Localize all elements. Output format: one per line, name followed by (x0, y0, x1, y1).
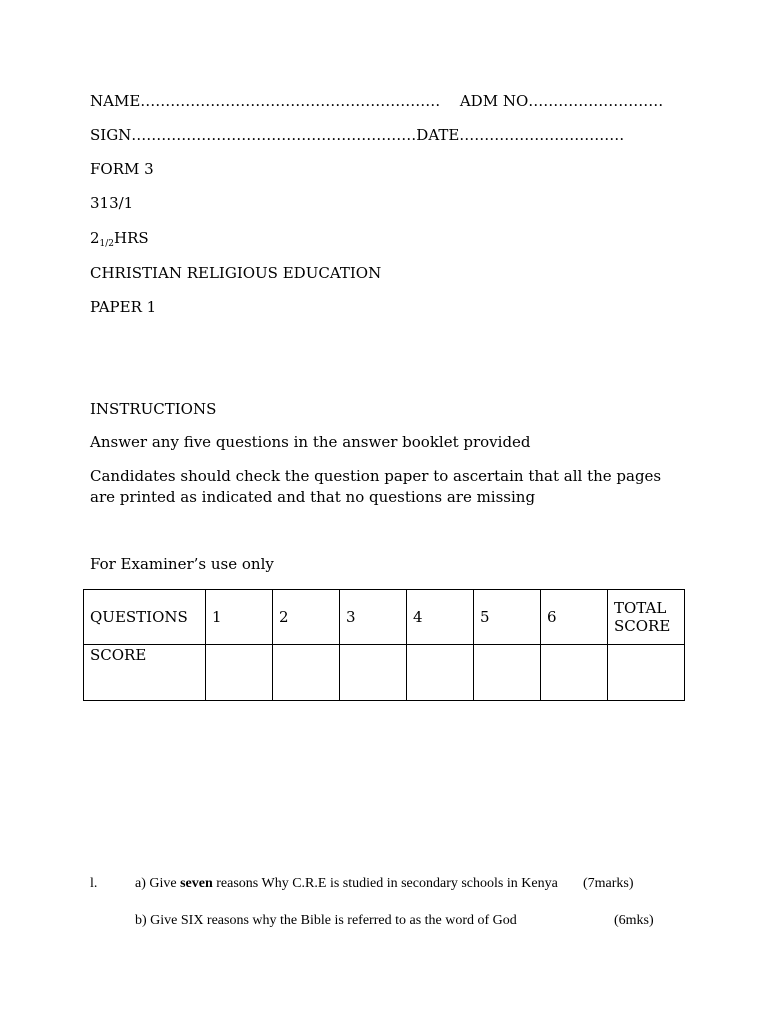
question-text: b) Give SIX reasons why the Bible is referred to as the word of God (135, 913, 517, 928)
question-number-cell: 6 (541, 590, 608, 645)
score-cell[interactable] (206, 645, 273, 701)
paper-code: 313/1 (90, 194, 134, 212)
instruction-item: Candidates should check the question paper to ascertain that all the pages are printed as indicated and that no questions are missing (90, 467, 662, 506)
score-cell[interactable] (407, 645, 474, 701)
score-cell[interactable] (541, 645, 608, 701)
question-emphasis: seven (180, 876, 213, 891)
candidate-name-line (90, 92, 663, 110)
duration-main: 2 (90, 229, 100, 247)
instructions-heading: INSTRUCTIONS (90, 400, 217, 418)
question-number-cell: 2 (273, 590, 340, 645)
question-text: reasons Why C.R.E is studied in secondary schools in Kenya (212, 876, 558, 891)
question-marks: (6mks) (614, 913, 654, 928)
instruction-item: Answer any five questions in the answer booklet provided (90, 433, 531, 451)
subject-title: CHRISTIAN RELIGIOUS EDUCATION (90, 264, 382, 282)
question-marks: (7marks) (583, 876, 634, 891)
question-part-b (135, 913, 517, 929)
sign-date-line: SIGN…………………………………………………DATE…………………………… (90, 126, 625, 144)
total-score-header: TOTAL SCORE (608, 590, 685, 645)
score-cell[interactable] (340, 645, 407, 701)
question-number-cell: 4 (407, 590, 474, 645)
duration (90, 229, 149, 253)
question-text: a) Give (135, 876, 181, 891)
paper-title: PAPER 1 (90, 298, 157, 316)
score-cell[interactable] (474, 645, 541, 701)
examiner-use-label: For Examiner’s use only (90, 555, 274, 573)
question-part-a (135, 876, 558, 892)
question-number-cell: 1 (206, 590, 273, 645)
score-row (84, 645, 685, 701)
score-cell[interactable] (273, 645, 340, 701)
score-table (83, 589, 685, 701)
questions-row (84, 590, 685, 645)
name-field-label: NAME…………………………………………………… (90, 92, 441, 110)
duration-unit: HRS (114, 229, 149, 247)
form-label: FORM 3 (90, 160, 154, 178)
score-header: SCORE (84, 645, 206, 701)
questions-header: QUESTIONS (84, 590, 206, 645)
question-number-cell: 3 (340, 590, 407, 645)
question-number-cell: 5 (474, 590, 541, 645)
total-score-cell[interactable] (608, 645, 685, 701)
question-number: l. (90, 876, 98, 891)
adm-no-field-label: ADM NO……………………… (459, 92, 664, 110)
duration-fraction: 1/2 (99, 239, 115, 249)
